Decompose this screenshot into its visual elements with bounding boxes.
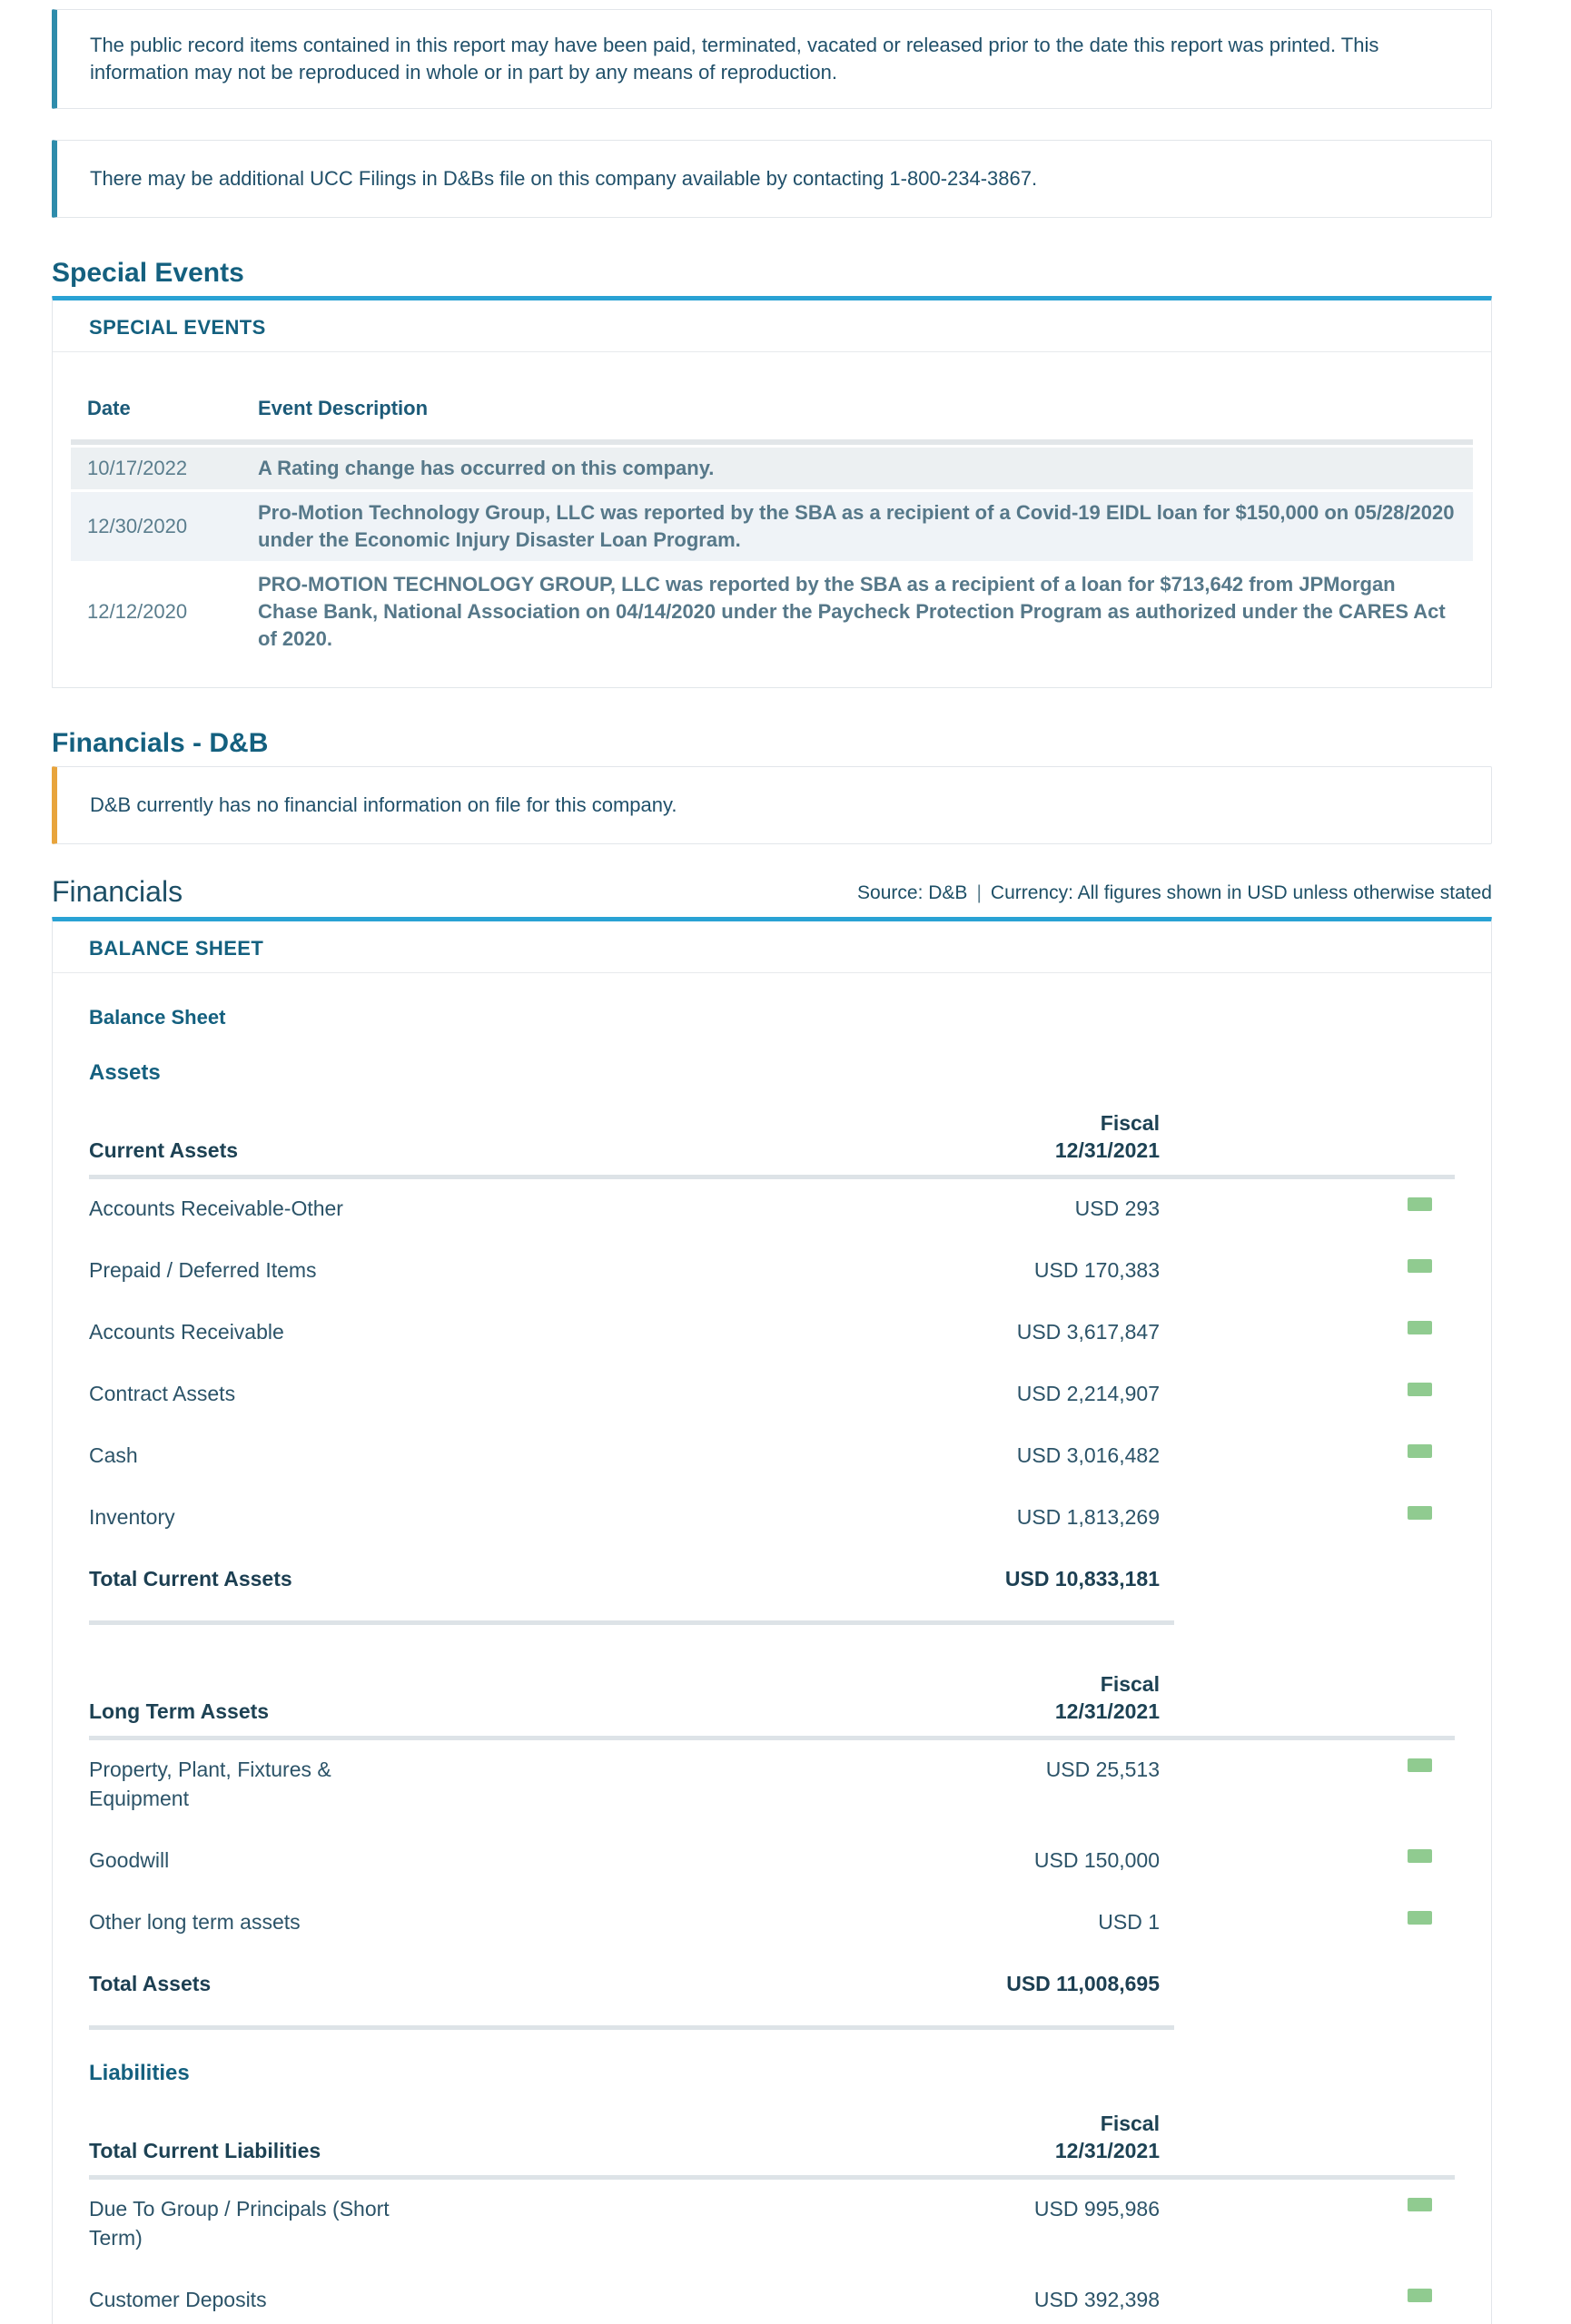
balance-sheet-card-body	[53, 1006, 1491, 2324]
fiscal-period	[1055, 1670, 1160, 1725]
row-value: USD 293	[1074, 1196, 1160, 1220]
row-value: USD 995,986	[1033, 2197, 1160, 2221]
balance-sheet-section-title: Liabilities	[89, 2061, 190, 2085]
card-label-divider	[53, 972, 1491, 973]
event-date: 12/30/2020	[87, 515, 188, 537]
row-marker-cell	[1160, 1379, 1457, 1396]
no-financial-info-text: D&B currently has no financial information on file for this company.	[90, 793, 677, 816]
balance-sheet-title: Balance Sheet	[89, 1006, 226, 1029]
balance-sheet-row	[89, 1907, 1455, 1936]
fiscal-label: Fiscal	[1100, 2112, 1160, 2135]
balance-sheet-row	[89, 1379, 1455, 1408]
group-header-label: Current Assets	[89, 1138, 239, 1162]
total-label: Total Current Assets	[89, 1567, 292, 1590]
row-label: Contract Assets	[89, 1382, 236, 1405]
group-total-divider	[89, 1620, 1174, 1625]
balance-sheet-card	[52, 917, 1492, 2324]
green-marker-icon	[1408, 1506, 1432, 1520]
fiscal-date: 12/31/2021	[1054, 2139, 1160, 2162]
green-marker-icon	[1408, 1444, 1432, 1458]
row-label: Accounts Receivable-Other	[89, 1196, 343, 1220]
row-marker-cell	[1160, 1256, 1457, 1273]
balance-sheet-row	[89, 1441, 1455, 1470]
financials-source-line	[857, 881, 1492, 908]
balance-sheet-row	[89, 2194, 1455, 2252]
group-total-divider	[89, 2025, 1174, 2030]
fiscal-date: 12/31/2021	[1054, 1699, 1160, 1723]
green-marker-icon	[1408, 1259, 1432, 1273]
special-events-rows	[71, 448, 1473, 660]
balance-sheet-row	[89, 1755, 1455, 1813]
balance-sheet-row	[89, 1846, 1455, 1875]
row-label: Cash	[89, 1443, 138, 1467]
fiscal-date: 12/31/2021	[1054, 1138, 1160, 1162]
ucc-note-text: There may be additional UCC Filings in D&Bs file on this company available by contacting 1-800-234-3867.	[90, 167, 1038, 190]
group-header-divider	[89, 1736, 1455, 1740]
special-events-heading: Special Events	[52, 258, 244, 288]
group-header-label: Long Term Assets	[89, 1699, 270, 1723]
financials-header-row	[52, 875, 1492, 908]
card-label-divider	[53, 351, 1491, 352]
special-event-row	[71, 564, 1473, 660]
balance-sheet-card-label: BALANCE SHEET	[89, 937, 264, 960]
total-label: Total Assets	[89, 1972, 212, 1995]
fiscal-period	[1055, 2110, 1160, 2164]
row-marker-cell	[1160, 1317, 1457, 1334]
special-events-table	[71, 396, 1473, 660]
green-marker-icon	[1408, 2289, 1432, 2302]
balance-sheet-group	[89, 1670, 1455, 2030]
row-marker-cell	[1160, 1502, 1457, 1520]
row-value: USD 3,617,847	[1016, 1320, 1160, 1344]
row-marker-cell	[1160, 1846, 1457, 1863]
fiscal-period	[1055, 1109, 1160, 1164]
special-events-card-label: SPECIAL EVENTS	[89, 316, 266, 339]
balance-sheet-group	[89, 1109, 1455, 1625]
public-record-disclaimer-note	[52, 9, 1492, 109]
row-marker-cell	[1160, 1441, 1457, 1458]
total-value: USD 11,008,695	[1006, 1972, 1160, 1995]
row-value: USD 150,000	[1033, 1848, 1160, 1872]
group-total-row	[89, 1564, 1455, 1593]
special-events-table-header	[71, 396, 1473, 421]
financials-db-heading: Financials - D&B	[52, 728, 269, 758]
event-description: A Rating change has occurred on this company.	[258, 457, 715, 479]
row-value: USD 25,513	[1045, 1758, 1160, 1781]
balance-sheet-row	[89, 1317, 1455, 1346]
source-separator: |	[976, 882, 982, 903]
group-header	[89, 1670, 1455, 1725]
disclaimer-text: The public record items contained in this report may have been paid, terminated, vacated or released prior to the date this report was printed. This information may not be reproduced in whole or in part by any means of reproduction.	[90, 34, 1379, 84]
column-header-description: Event Description	[258, 397, 429, 419]
row-label: Inventory	[89, 1505, 175, 1529]
balance-sheet-row	[89, 1194, 1455, 1223]
row-marker-cell	[1160, 1907, 1457, 1925]
fiscal-label: Fiscal	[1100, 1672, 1160, 1696]
row-value: USD 3,016,482	[1016, 1443, 1160, 1467]
row-value: USD 1,813,269	[1016, 1505, 1160, 1529]
currency-label: Currency: All figures shown in USD unless otherwise stated	[990, 882, 1492, 903]
group-header	[89, 1109, 1455, 1164]
column-header-date: Date	[87, 397, 131, 419]
balance-sheet-group	[89, 2110, 1455, 2314]
ucc-filings-note	[52, 140, 1492, 218]
row-label: Accounts Receivable	[89, 1320, 284, 1344]
special-events-card	[52, 296, 1492, 688]
row-marker-cell	[1160, 1755, 1457, 1772]
event-date: 12/12/2020	[87, 600, 188, 623]
green-marker-icon	[1408, 1911, 1432, 1925]
row-marker-cell	[1160, 2285, 1457, 2302]
group-header-divider	[89, 2175, 1455, 2180]
table-header-underline	[71, 439, 1473, 445]
group-total-row	[89, 1969, 1455, 1998]
row-label: Property, Plant, Fixtures & Equipment	[89, 1758, 331, 1810]
row-value: USD 392,398	[1033, 2288, 1160, 2311]
green-marker-icon	[1408, 2198, 1432, 2211]
event-description: PRO-MOTION TECHNOLOGY GROUP, LLC was reported by the SBA as a recipient of a loan for $713,642 from JPMorgan Chase Bank, National Association on 04/14/2020 under the Paycheck Protection Program as authorized under the CARES Act of 2020.	[258, 573, 1446, 650]
green-marker-icon	[1408, 1197, 1432, 1211]
balance-sheet-row	[89, 1502, 1455, 1531]
green-marker-icon	[1408, 1758, 1432, 1772]
green-marker-icon	[1408, 1383, 1432, 1396]
special-event-row	[71, 448, 1473, 489]
group-header	[89, 2110, 1455, 2164]
balance-sheet-body	[89, 1060, 1455, 2314]
source-label: Source: D&B	[857, 882, 968, 903]
row-marker-cell	[1160, 1194, 1457, 1211]
row-value: USD 2,214,907	[1016, 1382, 1160, 1405]
report-page	[52, 0, 1492, 2324]
group-header-divider	[89, 1175, 1455, 1179]
row-label: Goodwill	[89, 1848, 170, 1872]
row-label: Customer Deposits	[89, 2288, 267, 2311]
row-label: Other long term assets	[89, 1910, 301, 1934]
special-event-row	[71, 492, 1473, 561]
special-events-card-body	[53, 396, 1491, 687]
fiscal-label: Fiscal	[1100, 1111, 1160, 1135]
row-marker-cell	[1160, 2194, 1457, 2211]
green-marker-icon	[1408, 1321, 1432, 1334]
financials-title: Financials	[52, 875, 183, 908]
total-value: USD 10,833,181	[1004, 1567, 1160, 1590]
row-label: Due To Group / Principals (Short Term)	[89, 2197, 390, 2250]
no-financial-info-note	[52, 766, 1492, 844]
green-marker-icon	[1408, 1849, 1432, 1863]
balance-sheet-row	[89, 1256, 1455, 1285]
row-value: USD 170,383	[1033, 1258, 1160, 1282]
balance-sheet-section-title: Assets	[89, 1060, 161, 1085]
group-header-label: Total Current Liabilities	[89, 2139, 321, 2162]
event-date: 10/17/2022	[87, 457, 188, 479]
row-value: USD 1	[1098, 1910, 1160, 1934]
balance-sheet-row	[89, 2285, 1455, 2314]
event-description: Pro-Motion Technology Group, LLC was reported by the SBA as a recipient of a Covid-19 EIDL loan for $150,000 on 05/28/2020 under the Economic Injury Disaster Loan Program.	[258, 501, 1455, 551]
row-label: Prepaid / Deferred Items	[89, 1258, 317, 1282]
